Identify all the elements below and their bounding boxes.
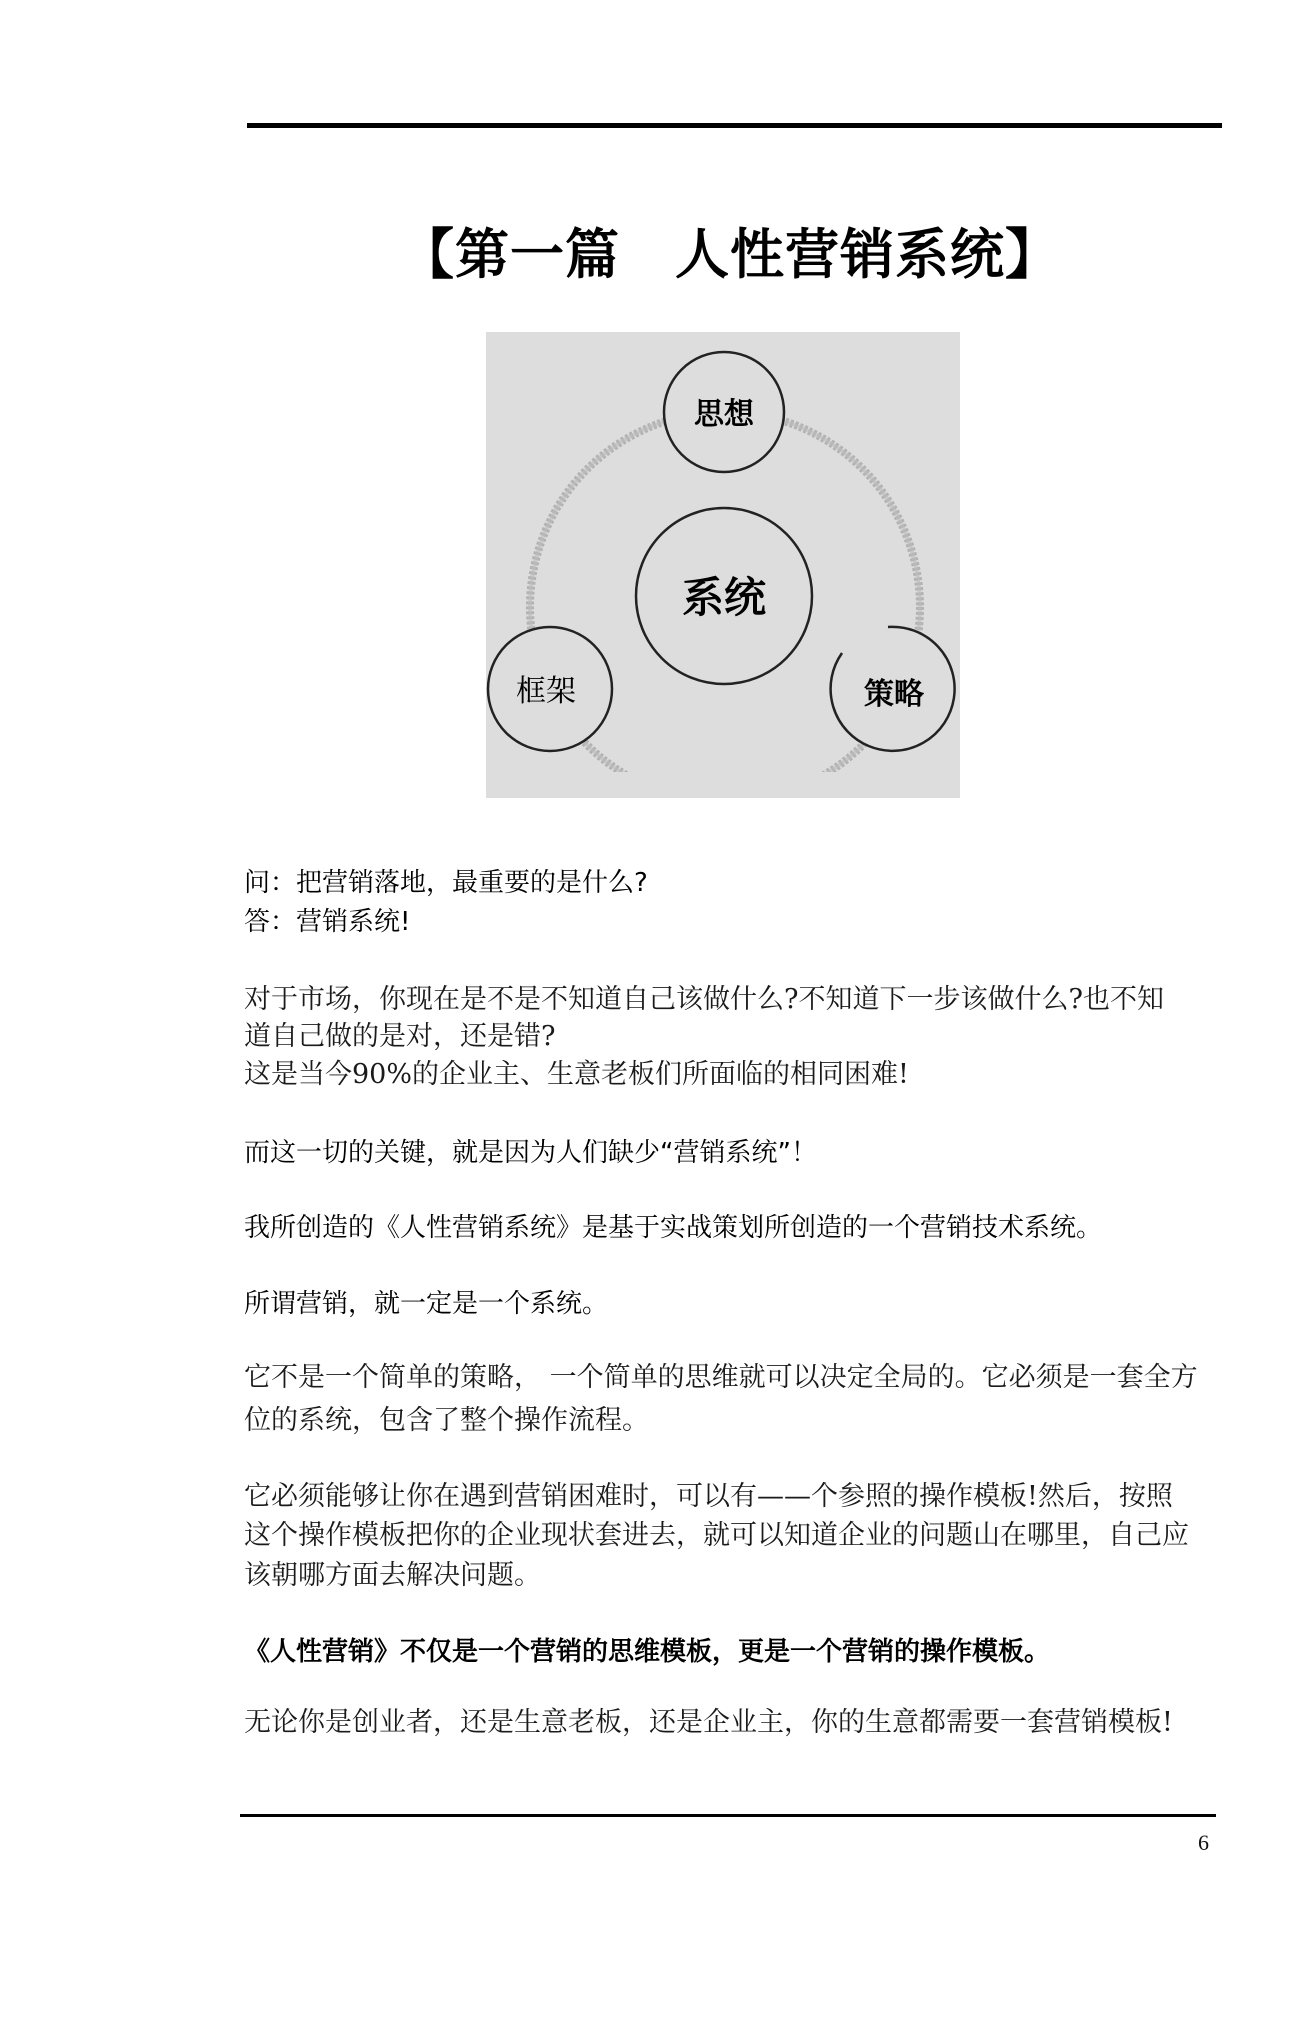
header-rule <box>247 123 1222 128</box>
paragraph-line: 对于市场，你现在是不是不知道自己该做什么?不知道下一步该做什么?也不知 <box>244 984 1164 1015</box>
paragraph-line: 我所创造的《人性营销系统》是基于实战策划所创造的一个营销技术系统。 <box>244 1213 1103 1243</box>
paragraph-line: 这个操作模板把你的企业现状套进去，就可以知道企业的问题山在哪里，自己应 <box>244 1520 1189 1551</box>
diagram-node-top: 思想 <box>694 397 754 432</box>
paragraph-line: 道自己做的是对，还是错? <box>244 1021 556 1052</box>
paragraph-line: 它不是一个简单的策略， 一个简单的思维就可以决定全局的。它必须是一套全方 <box>244 1362 1198 1393</box>
paragraph-line: 无论你是创业者，还是生意老板，还是企业主，你的生意都需要一套营销模板! <box>244 1707 1173 1738</box>
system-diagram-graphic <box>486 332 960 798</box>
paragraph-line: 该朝哪方面去解决问题。 <box>244 1560 541 1591</box>
system-diagram <box>486 332 960 798</box>
paragraph-line: 所谓营销，就一定是一个系统。 <box>244 1289 609 1319</box>
page-number: 6 <box>1198 1830 1209 1855</box>
paragraph-line: 位的系统，包含了整个操作流程。 <box>244 1405 649 1436</box>
diagram-node-left: 框架 <box>516 674 576 709</box>
paragraph-line: 而这一切的关键，就是因为人们缺少“营销系统”！ <box>244 1138 817 1168</box>
qa-answer: 答：营销系统! <box>244 907 411 937</box>
chapter-title: 【第一篇 人性营销系统】 <box>400 223 1060 286</box>
paragraph-line: 它必须能够让你在遇到营销困难时，可以有——个参照的操作模板!然后，按照 <box>244 1481 1173 1512</box>
qa-question: 问：把营销落地，最重要的是什么? <box>244 868 648 898</box>
paragraph-line-emphasis: 《人性营销》不仅是一个营销的思维模板，更是一个营销的操作模板。 <box>244 1637 1051 1667</box>
diagram-center: 系统 <box>681 573 767 622</box>
paragraph-line: 这是当今90%的企业主、生意老板们所面临的相同困难! <box>244 1059 909 1090</box>
diagram-node-right: 策略 <box>864 677 924 712</box>
footer-rule <box>240 1814 1216 1817</box>
